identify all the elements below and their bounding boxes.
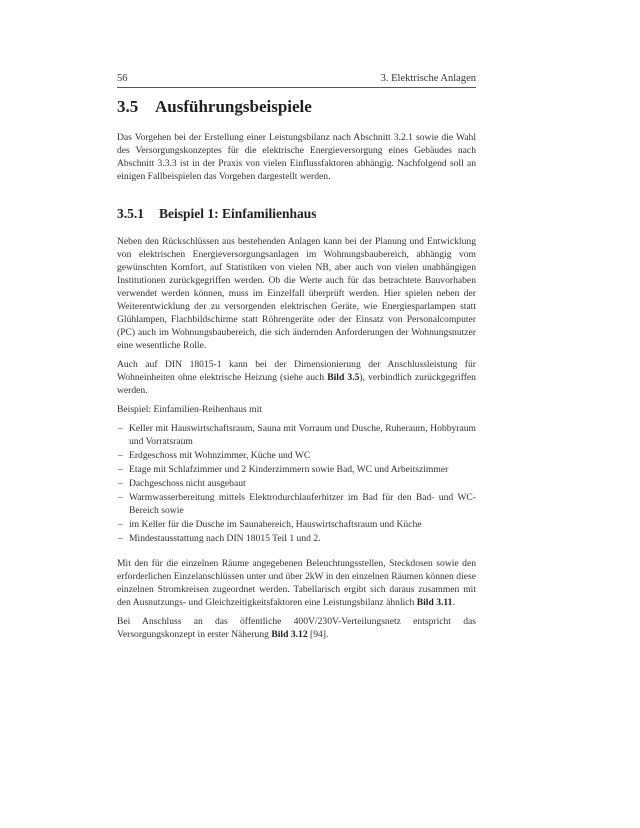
figure-ref-3-12: Bild 3.12 bbox=[271, 629, 308, 640]
paragraph-4-text: Bei Anschluss an das öffentliche 400V/230V-Verteilungsnetz entspricht das Versorgungskonzept in erster Näherung bbox=[117, 616, 476, 640]
paragraph-2-text: Auch auf DIN 18015-1 kann bei der Dimensionierung der Anschlussleistung für Wohneinheiten ohne elektrische Heizung (siehe auch bbox=[117, 359, 476, 383]
list-item bbox=[117, 518, 476, 531]
section-heading bbox=[117, 96, 476, 118]
dash-bullet-icon: – bbox=[118, 464, 123, 475]
running-header bbox=[117, 72, 476, 88]
example-intro: Beispiel: Einfamilien-Reihenhaus mit bbox=[117, 404, 262, 415]
list-item-text: Dachgeschoss nicht ausgebaut bbox=[129, 478, 246, 489]
list-item bbox=[117, 477, 476, 490]
section-number: 3.5 bbox=[117, 97, 139, 116]
subsection-title: Beispiel 1: Einfamilienhaus bbox=[159, 206, 317, 221]
paragraph-3-text-end: . bbox=[452, 597, 455, 608]
dash-bullet-icon: – bbox=[118, 492, 123, 503]
chapter-title: 3. Elektrische Anlagen bbox=[380, 73, 476, 84]
figure-ref-3-11: Bild 3.11 bbox=[416, 597, 453, 608]
list-item-text: Erdgeschoss mit Wohnzimmer, Küche und WC bbox=[129, 450, 311, 461]
subsection-heading bbox=[117, 205, 476, 223]
subsection-number: 3.5.1 bbox=[117, 206, 144, 221]
list-item bbox=[117, 491, 476, 517]
paragraph-3 bbox=[117, 557, 476, 609]
dash-bullet-icon: – bbox=[118, 423, 123, 434]
figure-ref-3-5: Bild 3.5 bbox=[327, 372, 360, 383]
example-list bbox=[117, 422, 476, 545]
list-item bbox=[117, 449, 476, 462]
list-item bbox=[117, 463, 476, 476]
dash-bullet-icon: – bbox=[118, 450, 123, 461]
paragraph-4-text-end: [94]. bbox=[307, 629, 329, 640]
list-item-text: Warmwasserbereitung mittels Elektrodurchlauferhitzer im Bad für den Bad- und WC-Bereich sowie bbox=[129, 492, 476, 516]
list-item-text: Keller mit Hauswirtschaftsraum, Sauna mit Vorraum und Dusche, Ruheraum, Hobbyraum und Vorratsraum bbox=[129, 423, 476, 447]
dash-bullet-icon: – bbox=[118, 478, 123, 489]
paragraph-1: Neben den Rückschlüssen aus bestehenden Anlagen kann bei der Planung und Entwicklung von elektrischen Energieversorgungsanlagen im Wohnungsbaubereich, abhängig vom gewünschten Komfort, auf Statistiken von vielen NB, aber auch von vielen unabhängigen Institutionen zurückgegriffen werden. Ob die Werte auch für das betrachtete Bauvorhaben verwendet werden können, muss im Einzelfall überprüft werden. Hier spielen neben der Weiterentwicklung der zu versorgenden elektrischen Geräte, wie Energiesparlampen statt Glühlampen, Flachbildschirme statt Röhrengeräte oder der Einsatz von Personalcomputer (PC) auch im Wohnungsbaubereich, die sich ändernden Anforderungen der Wohnungsnutzer eine wesentliche Rolle. bbox=[117, 236, 476, 351]
paragraph-3-text: Mit den für die einzelnen Räume angegebenen Beleuchtungsstellen, Steckdosen sowie den erforderlichen Einzelanschlüssen unter und über 2kW in den einzelnen Räumen können diese einzelnen Stromkreisen zugeordnet werden. Tabellarisch ergibt sich daraus zusammen mit den Ausnutzungs- und Gleichzeitigkeitsfaktoren eine Leistungsbilanz ähnlich bbox=[117, 558, 476, 608]
paragraph-4 bbox=[117, 615, 476, 641]
section-intro-paragraph: Das Vorgehen bei der Erstellung einer Leistungsbilanz nach Abschnitt 3.2.1 sowie die Wahl des Versorgungskonzeptes für die elektrische Energieversorgung eines Gebäudes nach Abschnitt 3.3.3 ist in der Praxis von vielen Einflussfaktoren abhängig. Nachfolgend soll an einigen Fallbeispielen das Vorgehen dargestellt werden. bbox=[117, 132, 476, 182]
list-item-text: Mindestausstattung nach DIN 18015 Teil 1 und 2. bbox=[129, 533, 321, 544]
page-number: 56 bbox=[117, 73, 128, 84]
paragraph-2 bbox=[117, 358, 476, 397]
list-item-text: im Keller für die Dusche im Saunabereich, Hauswirtschaftsraum und Küche bbox=[129, 519, 422, 530]
paragraph-2-text-end: ), verbindlich zurückgegriffen werden. bbox=[117, 372, 476, 396]
list-item bbox=[117, 422, 476, 448]
list-item-text: Etage mit Schlafzimmer und 2 Kinderzimmern sowie Bad, WC und Arbeitszimmer bbox=[129, 464, 449, 475]
dash-bullet-icon: – bbox=[118, 533, 123, 544]
dash-bullet-icon: – bbox=[118, 519, 123, 530]
list-item bbox=[117, 532, 476, 545]
document-page bbox=[117, 72, 476, 641]
section-title: Ausführungsbeispiele bbox=[155, 97, 312, 116]
